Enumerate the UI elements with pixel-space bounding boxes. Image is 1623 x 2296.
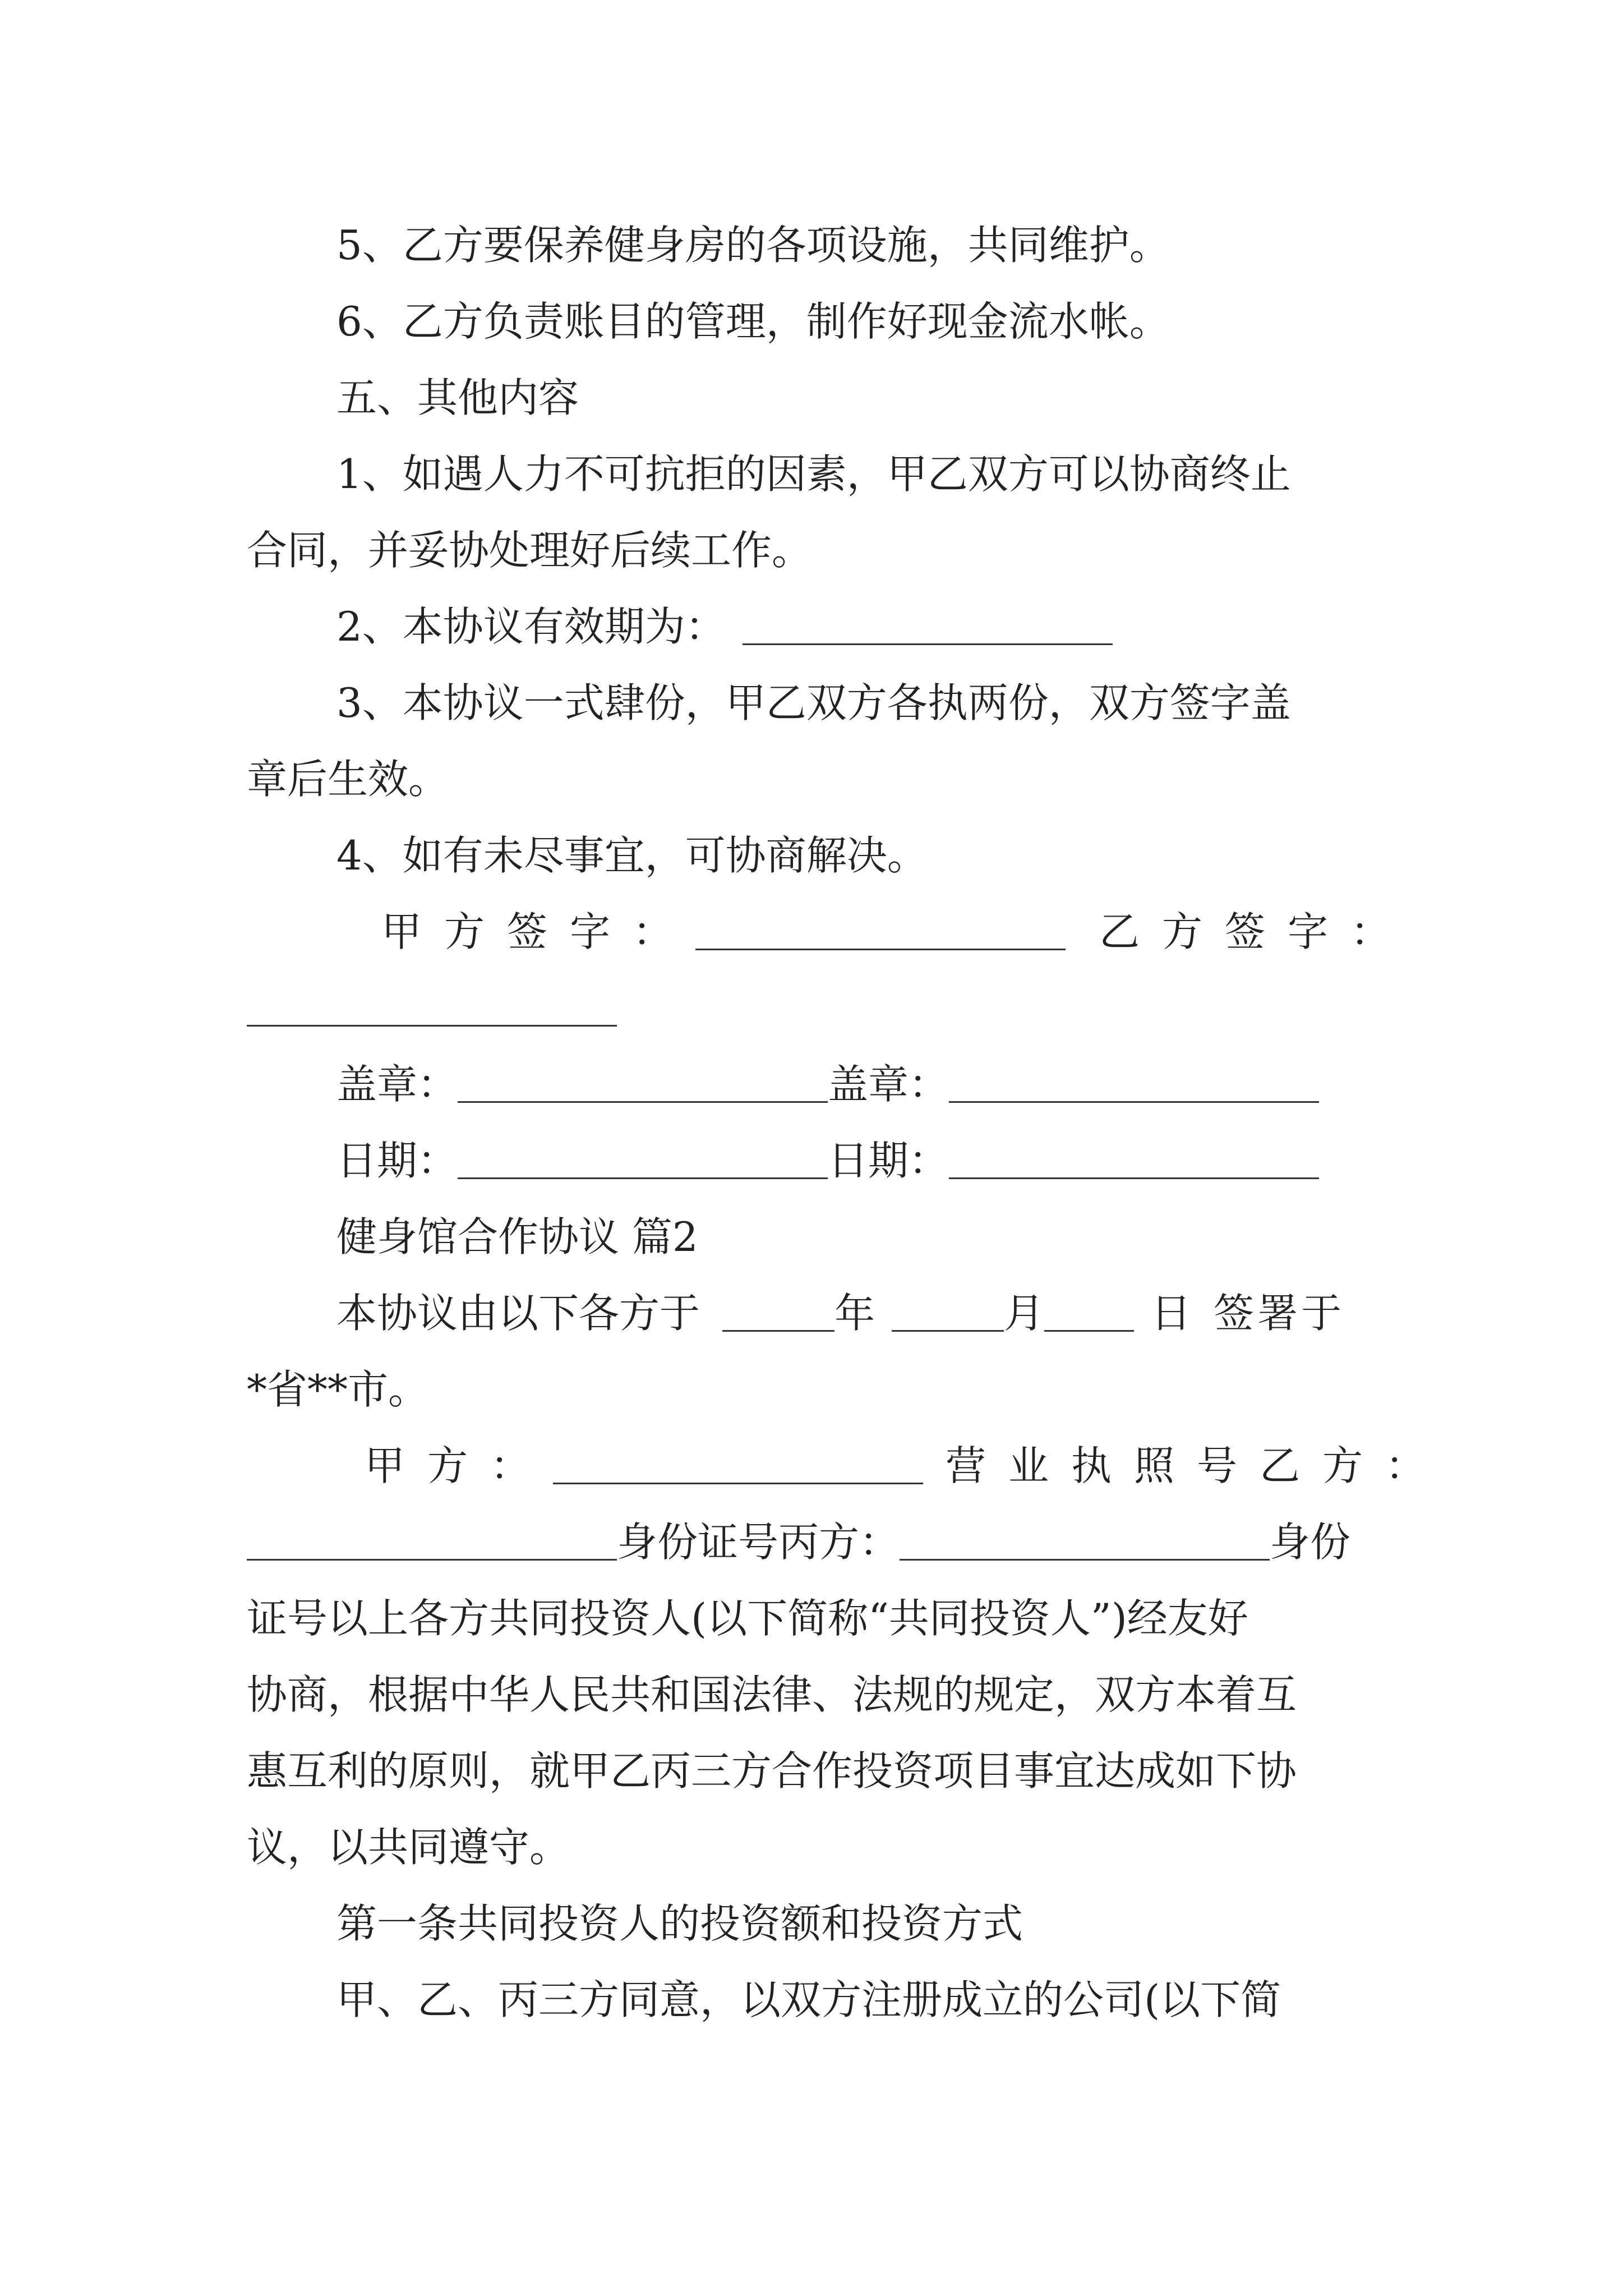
month-blank xyxy=(892,1328,1004,1332)
party-b-blank xyxy=(247,1557,617,1561)
party-a-signature-blank xyxy=(695,946,1066,950)
party-b-signature-blank-line xyxy=(247,980,617,1036)
seal-line xyxy=(336,1056,1319,1112)
other-clause-1: 1、如遇人力不可抗拒的因素，甲乙双方可以协商终止 xyxy=(336,450,1291,498)
month-label: 月 xyxy=(1004,1290,1045,1337)
party-a-date-blank xyxy=(458,1175,828,1179)
clause-6: 6、乙方负责账目的管理，制作好现金流水帐。 xyxy=(336,298,1170,345)
party-b-id-line xyxy=(247,1514,1350,1570)
other-clause-3: 3、本协议一式肆份，甲乙双方各执两份，双方签字盖 xyxy=(336,679,1291,726)
year-blank xyxy=(722,1328,834,1332)
signature-line xyxy=(381,904,1413,960)
party-b-date-blank xyxy=(949,1175,1319,1179)
signed-at-label: 签署于 xyxy=(1214,1290,1345,1337)
party-b-signature-blank xyxy=(247,1023,617,1027)
party-a-seal-label: 盖章： xyxy=(336,1061,458,1108)
party-a-seal-blank xyxy=(458,1099,828,1103)
party-a-line xyxy=(365,1438,1448,1494)
party-c-blank xyxy=(900,1557,1270,1561)
party-b-seal-label: 盖章： xyxy=(828,1061,949,1108)
party-a-date-label: 日期： xyxy=(336,1137,458,1184)
signing-place: *省**市。 xyxy=(247,1366,429,1413)
other-clause-1-cont: 合同，并妥协处理好后续工作。 xyxy=(247,527,813,574)
paragraph-line-3: 惠互利的原则，就甲乙丙三方合作投资项目事宜达成如下协 xyxy=(247,1747,1297,1795)
paragraph-line-2: 协商，根据中华人民共和国法律、法规的规定，双方本着互 xyxy=(247,1671,1297,1718)
party-a-label: 甲方： xyxy=(365,1442,554,1489)
date-line xyxy=(336,1133,1319,1189)
party-b-seal-blank xyxy=(949,1099,1319,1103)
year-label: 年 xyxy=(834,1290,875,1337)
section-5-heading: 五、其他内容 xyxy=(336,374,579,421)
clause-5: 5、乙方要保养健身房的各项设施，共同维护。 xyxy=(336,222,1170,269)
license-label: 营业执照号乙方： xyxy=(946,1442,1449,1489)
article-1-text: 甲、乙、丙三方同意，以双方注册成立的公司(以下简 xyxy=(336,1976,1281,2023)
paragraph-line-1: 证号以上各方共同投资人(以下简称“共同投资人”)经友好 xyxy=(247,1595,1248,1642)
validity-blank xyxy=(743,641,1113,645)
id-party-c-label: 身份证号丙方： xyxy=(617,1519,900,1566)
signing-date-line xyxy=(336,1285,1345,1341)
party-b-date-label: 日期： xyxy=(828,1137,949,1184)
validity-line xyxy=(336,599,1113,655)
validity-label: 2、本协议有效期为： xyxy=(336,603,726,650)
agreement-2-title: 健身馆合作协议 篇2 xyxy=(336,1213,698,1260)
other-clause-4: 4、如有未尽事宜，可协商解决。 xyxy=(336,832,928,879)
article-1-heading: 第一条共同投资人的投资额和投资方式 xyxy=(336,1900,1023,1947)
party-a-blank xyxy=(553,1480,923,1484)
paragraph-line-4: 议，以共同遵守。 xyxy=(247,1824,570,1871)
day-blank xyxy=(1044,1328,1134,1332)
party-b-signature-label: 乙方签字： xyxy=(1099,908,1414,955)
party-a-signature-label: 甲方签字： xyxy=(381,908,696,955)
day-label: 日 xyxy=(1151,1290,1192,1337)
signing-intro: 本协议由以下各方于 xyxy=(336,1290,700,1337)
other-clause-3-cont: 章后生效。 xyxy=(247,756,449,803)
id-tail-label: 身份 xyxy=(1270,1519,1351,1566)
